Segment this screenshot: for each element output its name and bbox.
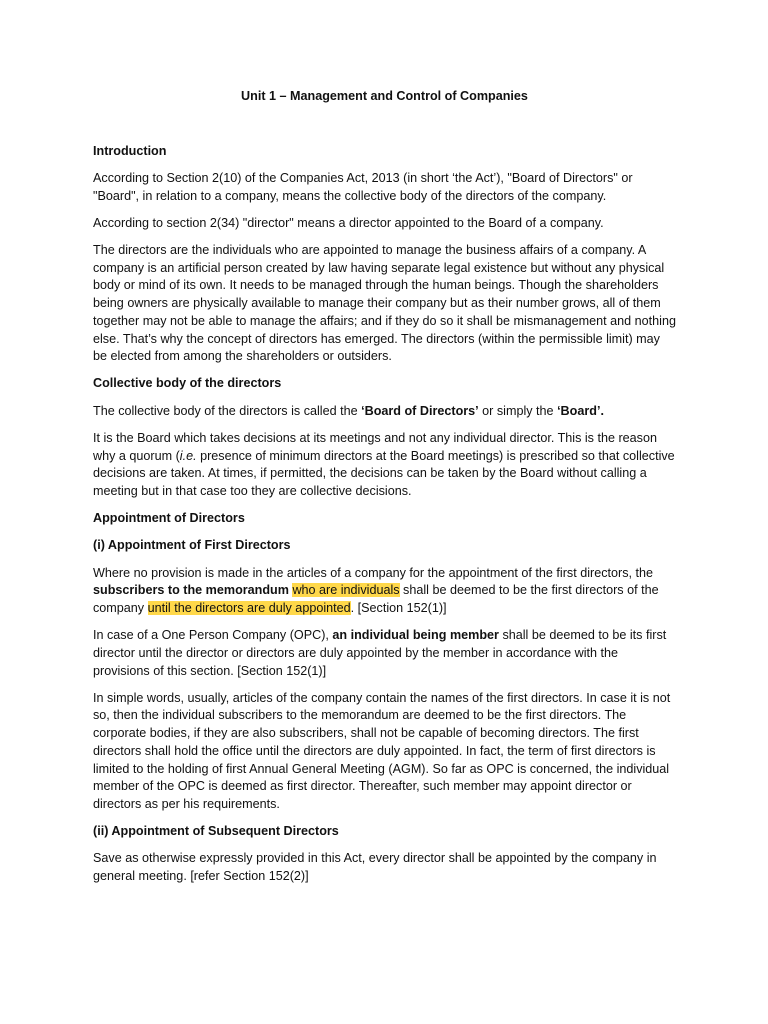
text-run: or simply the	[478, 403, 558, 418]
paragraph-director-definition: According to section 2(34) "director" means a director appointed to the Board of a company.	[93, 215, 604, 230]
appointment-heading: Appointment of Directors	[93, 511, 245, 526]
text-run: Where no provision is made in the articles of a company for the appointment of the first directors, the	[93, 565, 653, 580]
introduction-heading: Introduction	[93, 143, 167, 158]
paragraph-first-directors	[93, 565, 676, 618]
bold-term-individual-member: an individual being member	[332, 628, 499, 643]
highlight-who-are-individuals: who are individuals	[292, 583, 400, 598]
paragraph-subsequent-directors: Save as otherwise expressly provided in this Act, every director shall be appointed by the company in general meeting. [refer Section 152(2)]	[93, 851, 657, 884]
text-run: presence of minimum directors at the Board meetings) is prescribed so that collective decisions are taken. At times, if permitted, the decisions can be taken by the Board without calling a meeting but in that case too they are collective decisions.	[93, 448, 675, 498]
text-run: . [Section 152(1)]	[350, 600, 447, 615]
page-title: Unit 1 – Management and Control of Companies	[241, 89, 528, 103]
text-run: In case of a One Person Company (OPC),	[93, 628, 333, 643]
paragraph-opc	[93, 627, 676, 680]
italic-ie: i.e.	[179, 448, 197, 463]
bold-term-board: ‘Board’.	[557, 403, 604, 418]
paragraph-board-definition: According to Section 2(10) of the Companies Act, 2013 (in short ‘the Act’), "Board of Directors" or "Board", in relation to a company, means the collective body of the directors of the company.	[93, 170, 633, 203]
paragraph-board-decisions	[93, 430, 676, 501]
paragraph-collective-body	[93, 403, 676, 421]
text-run: shall be deemed to be the first directors of the company	[93, 583, 659, 615]
paragraph-directors-role: The directors are the individuals who are appointed to manage the business affairs of a company. A company is an artificial person created by law having separate legal existence but without any physical body or mind of its own. It needs to be managed through the human beings. Though the shareholders being owners are physically available to manage their company but as their number grows, all of them together may not be able to manage the affairs; and if they do so it shall be mismanagement and nothing else. That’s why the concept of directors has emerged. The directors (within the permissible limit) may be elected from among the shareholders or outsiders.	[93, 243, 676, 364]
bold-term-board-of-directors: ‘Board of Directors’	[361, 403, 479, 418]
bold-term-subscribers: subscribers to the memorandum	[93, 583, 289, 598]
text-run: It is the Board which takes decisions at its meetings and not any individual director. This is the reason why a quorum (	[93, 430, 657, 463]
collective-body-heading: Collective body of the directors	[93, 376, 282, 391]
first-directors-heading: (i) Appointment of First Directors	[93, 538, 291, 553]
text-run: shall be deemed to be its first director until the director or directors are duly appointed by the member in accordance with the provisions of this section. [Section 152(1)]	[93, 628, 667, 678]
text-run: The collective body of the directors is called the	[93, 403, 362, 418]
paragraph-simple-words: In simple words, usually, articles of the company contain the names of the first directors. In case it is not so, then the individual subscribers to the memorandum are deemed to be the first directors. The corporate bodies, if they are also subscribers, shall not be capable of becoming directors. The first directors shall hold the office until the directors are duly appointed. In fact, the term of first directors is limited to the holding of first Annual General Meeting (AGM). So far as OPC is concerned, the individual member of the OPC is deemed as first director. Thereafter, such member may appoint director or directors as per his requirements.	[93, 690, 671, 811]
subsequent-directors-heading: (ii) Appointment of Subsequent Directors	[93, 824, 339, 839]
highlight-until-duly-appointed: until the directors are duly appointed	[147, 600, 351, 615]
